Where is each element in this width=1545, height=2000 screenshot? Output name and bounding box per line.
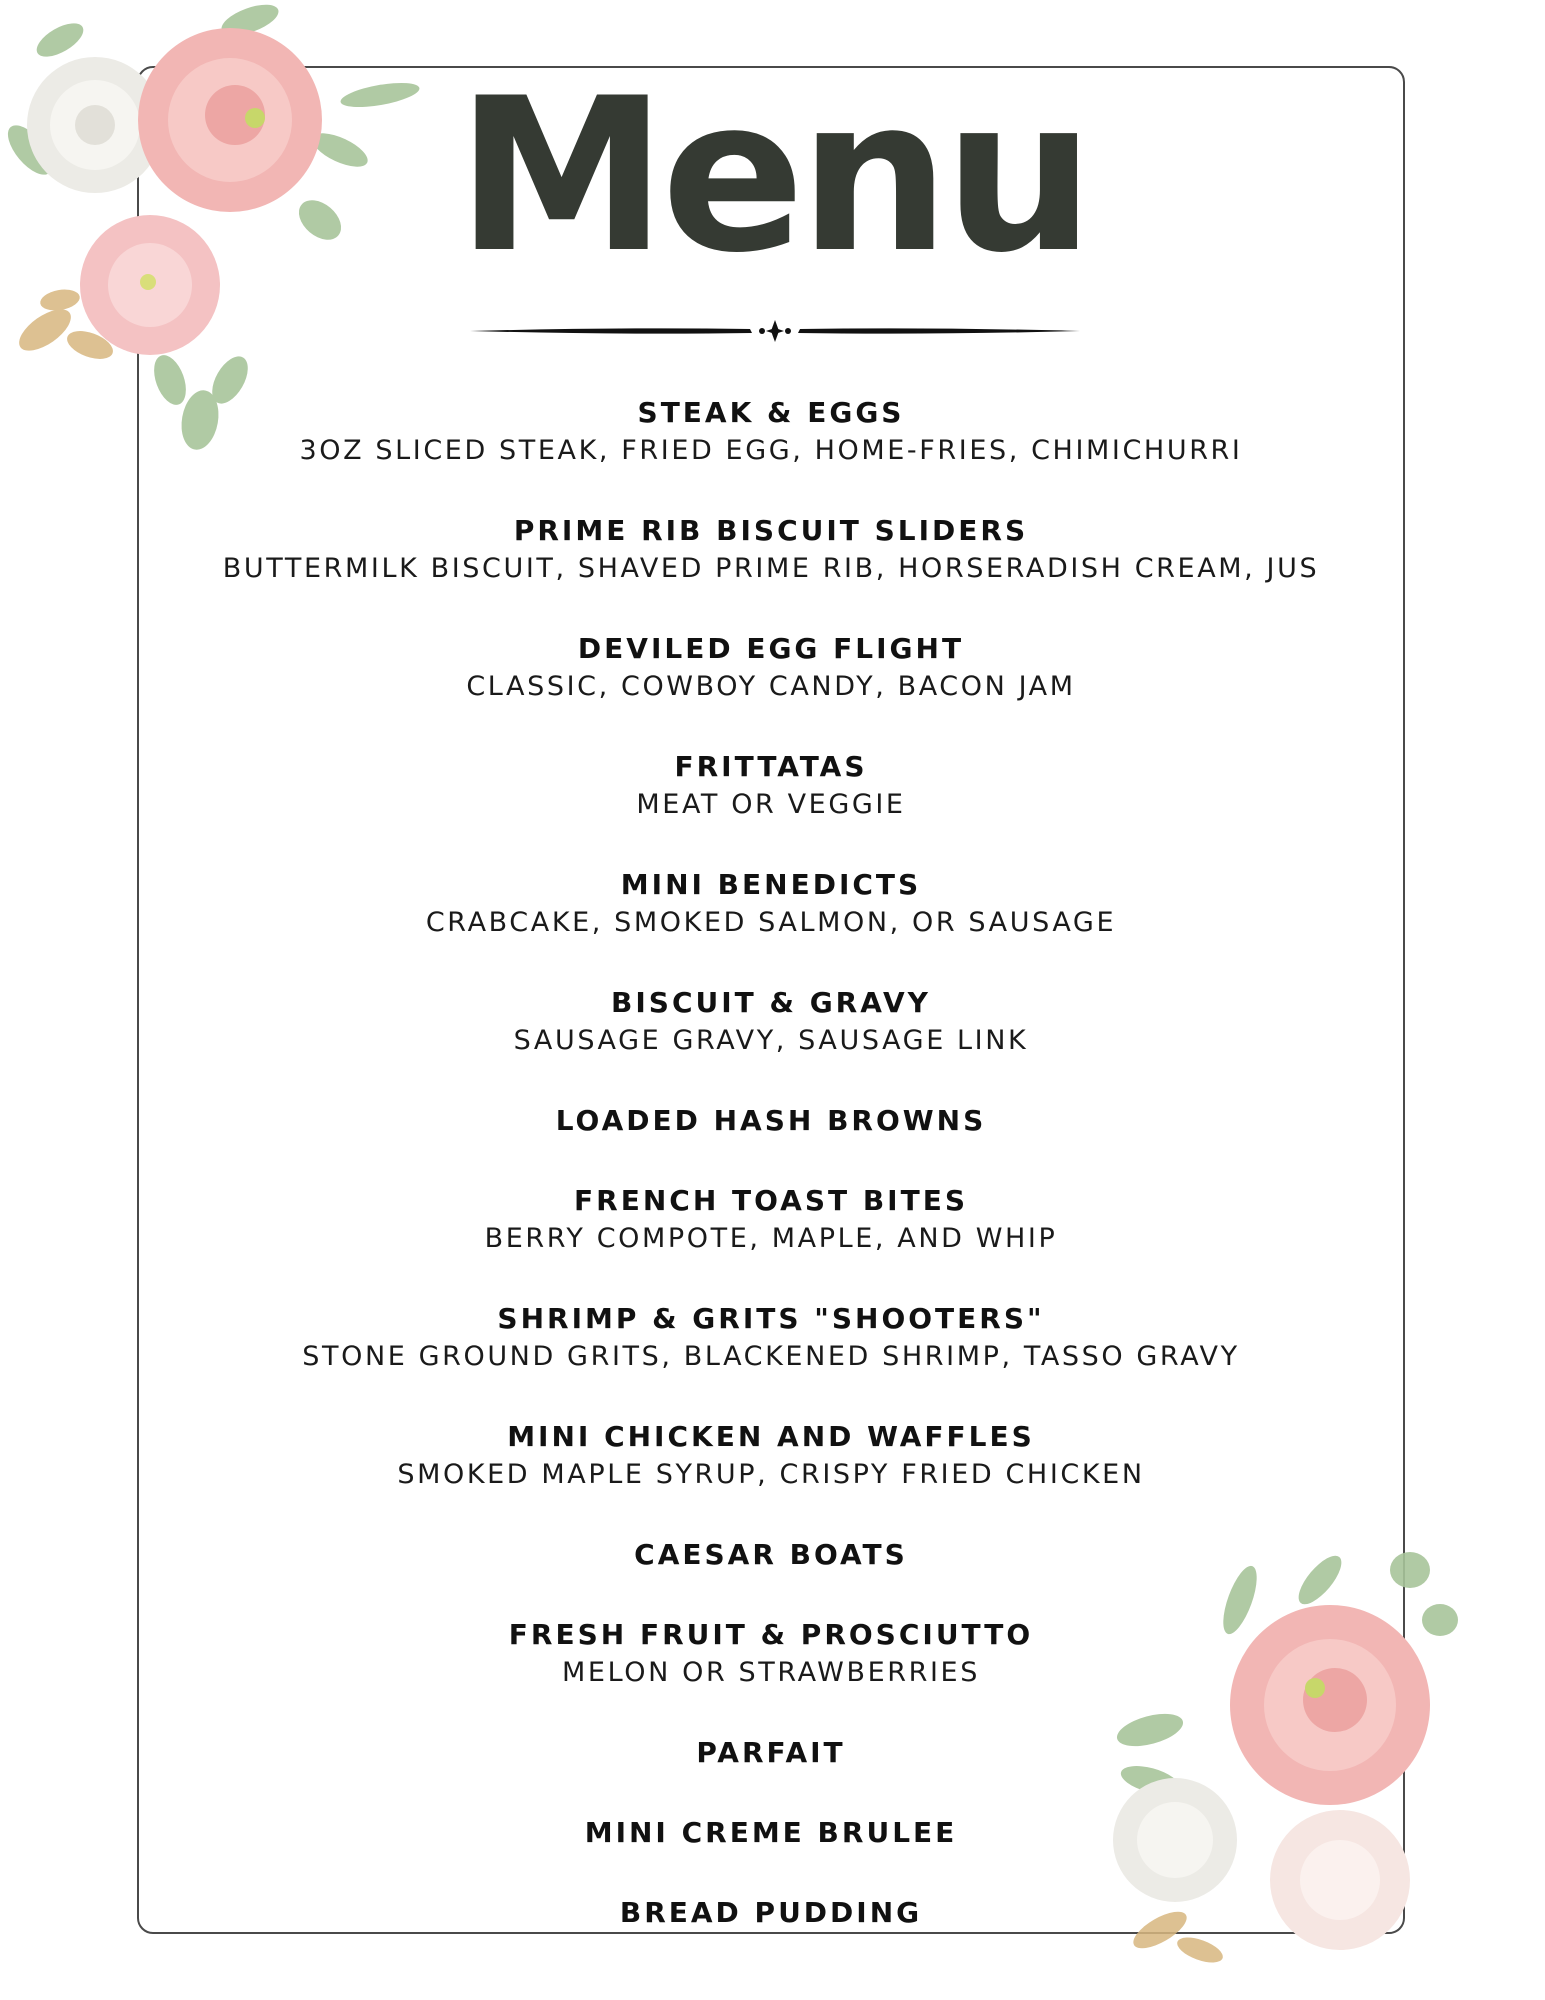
menu-item-description: 3OZ SLICED STEAK, FRIED EGG, HOME-FRIES, CHIMICHURRI [299, 435, 1243, 466]
ornamental-divider [470, 318, 1080, 344]
menu-item-name: MINI CREME BRULEE [584, 1816, 958, 1849]
menu-item-description: CLASSIC, COWBOY CANDY, BACON JAM [466, 671, 1076, 702]
menu-item-name: MINI CHICKEN AND WAFFLES [507, 1420, 1035, 1453]
menu-item-name: CAESAR BOATS [634, 1538, 908, 1571]
menu-item [137, 1182, 1405, 1258]
page-title: Menu [456, 52, 1089, 299]
menu-item [137, 748, 1405, 824]
menu-item-name: STEAK & EGGS [637, 396, 905, 429]
menu-item-name: PARFAIT [696, 1736, 846, 1769]
menu-item-name: FRESH FRUIT & PROSCIUTTO [508, 1618, 1034, 1651]
menu-item-description: BUTTERMILK BISCUIT, SHAVED PRIME RIB, HORSERADISH CREAM, JUS [222, 553, 1320, 584]
menu-item [137, 1616, 1405, 1692]
menu-list [137, 394, 1405, 1974]
menu-item-name: BISCUIT & GRAVY [611, 986, 931, 1019]
menu-item-description: SAUSAGE GRAVY, SAUSAGE LINK [513, 1025, 1029, 1056]
menu-item [137, 1536, 1405, 1574]
menu-item-name: SHRIMP & GRITS "SHOOTERS" [497, 1302, 1045, 1335]
menu-item-description: BERRY COMPOTE, MAPLE, AND WHIP [484, 1223, 1058, 1254]
menu-item-description: SMOKED MAPLE SYRUP, CRISPY FRIED CHICKEN [397, 1459, 1145, 1490]
menu-item [137, 866, 1405, 942]
menu-item-name: FRITTATAS [674, 750, 868, 783]
menu-item-name: BREAD PUDDING [619, 1896, 923, 1929]
menu-item [137, 512, 1405, 588]
menu-item [137, 1894, 1405, 1932]
menu-item [137, 1814, 1405, 1852]
menu-item [137, 1300, 1405, 1376]
menu-item-name: MINI BENEDICTS [620, 868, 922, 901]
menu-item-description: CRABCAKE, SMOKED SALMON, OR SAUSAGE [425, 907, 1117, 938]
menu-item-name: PRIME RIB BISCUIT SLIDERS [513, 514, 1029, 547]
menu-item [137, 984, 1405, 1060]
menu-item-description: MEAT OR VEGGIE [636, 789, 906, 820]
menu-item [137, 1418, 1405, 1494]
menu-item [137, 394, 1405, 470]
menu-item [137, 1734, 1405, 1772]
menu-item-description: STONE GROUND GRITS, BLACKENED SHRIMP, TASSO GRAVY [302, 1341, 1240, 1372]
menu-item-description: MELON OR STRAWBERRIES [562, 1657, 980, 1688]
menu-item [137, 630, 1405, 706]
menu-item-name: LOADED HASH BROWNS [555, 1104, 987, 1137]
menu-item [137, 1102, 1405, 1140]
menu-item-name: FRENCH TOAST BITES [574, 1184, 968, 1217]
menu-item-name: DEVILED EGG FLIGHT [577, 632, 965, 665]
